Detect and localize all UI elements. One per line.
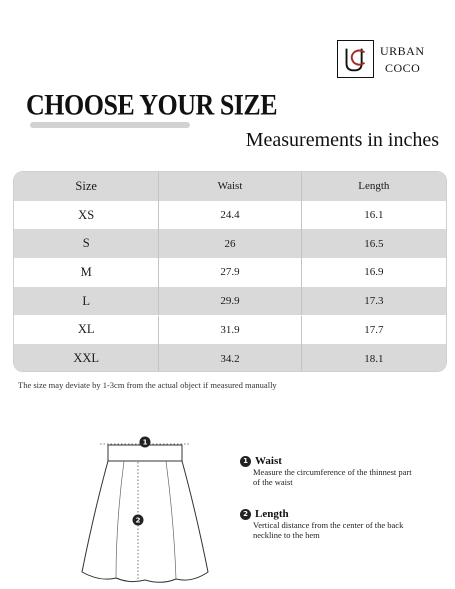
legend-waist bbox=[240, 455, 430, 487]
legend-description: Measure the circumference of the thinnest part of the waist bbox=[253, 467, 412, 487]
waist-cell: 29.9 bbox=[159, 287, 301, 316]
legend-label: Length bbox=[255, 508, 289, 520]
legend-label: Waist bbox=[255, 455, 282, 467]
uc-monogram-icon bbox=[338, 41, 373, 77]
size-cell: XS bbox=[14, 201, 159, 230]
legend-description: Vertical distance from the center of the back neckline to the hem bbox=[253, 520, 404, 540]
table-row bbox=[14, 229, 446, 258]
length-cell: 16.1 bbox=[364, 209, 384, 222]
waist-cell: 31.9 bbox=[159, 316, 301, 345]
size-cell: S bbox=[14, 229, 159, 258]
table-row bbox=[14, 316, 446, 345]
length-cell: 16.5 bbox=[364, 237, 384, 250]
brand-monogram-icon bbox=[337, 40, 374, 78]
size-cell: L bbox=[14, 287, 159, 316]
brand-logo bbox=[337, 40, 437, 80]
length-cell: 18.1 bbox=[364, 352, 384, 365]
svg-text:2: 2 bbox=[135, 516, 141, 525]
table-row bbox=[14, 258, 446, 287]
size-table bbox=[13, 171, 447, 372]
page-title: CHOOSE YOUR SIZE bbox=[26, 88, 278, 122]
number-badge-icon: 2 bbox=[240, 509, 251, 520]
number-badge-icon: 1 bbox=[240, 456, 251, 467]
svg-text:1: 1 bbox=[142, 438, 148, 447]
table-header-row bbox=[14, 172, 446, 201]
header-size: Size bbox=[14, 172, 159, 201]
header-length: Length bbox=[358, 180, 390, 193]
measurement-unit-subtitle: Measurements in inches bbox=[245, 129, 439, 151]
legend-length bbox=[240, 508, 430, 540]
table-row bbox=[14, 201, 446, 230]
brand-name-line1: URBAN bbox=[380, 44, 425, 58]
brand-name-line2: COCO bbox=[385, 61, 421, 75]
length-cell: 17.7 bbox=[364, 323, 384, 336]
table-row bbox=[14, 344, 446, 372]
header-waist: Waist bbox=[159, 172, 301, 201]
title-underline bbox=[30, 122, 190, 128]
size-cell: M bbox=[14, 258, 159, 287]
length-cell: 17.3 bbox=[364, 295, 384, 308]
table-row bbox=[14, 287, 446, 316]
waist-cell: 24.4 bbox=[159, 201, 301, 230]
waist-cell: 34.2 bbox=[159, 344, 301, 372]
waist-cell: 27.9 bbox=[159, 258, 301, 287]
measurement-disclaimer: The size may deviate by 1-3cm from the actual object if measured manually bbox=[18, 380, 277, 390]
waist-cell: 26 bbox=[159, 229, 301, 258]
skirt-illustration bbox=[80, 432, 210, 589]
size-cell: XXL bbox=[14, 344, 159, 372]
size-cell: XL bbox=[14, 316, 159, 345]
length-cell: 16.9 bbox=[364, 266, 384, 279]
